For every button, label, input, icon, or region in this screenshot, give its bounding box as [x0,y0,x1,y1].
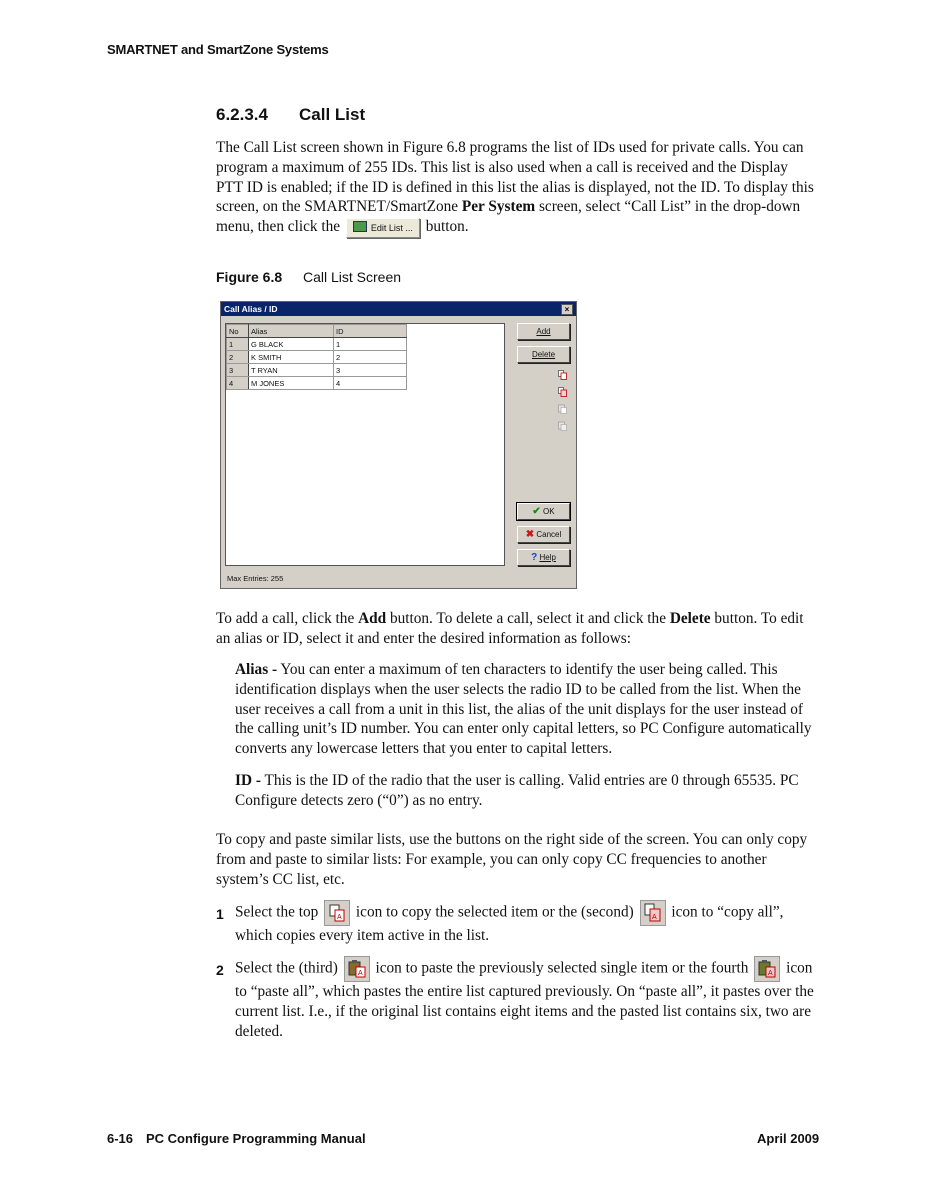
copy-icon[interactable] [558,370,567,380]
step-1-text: Select the top A icon to copy the selected item or the (second) A icon to “copy all”, which copies every item active in the list. [235,900,817,946]
x-icon: ✖ [525,529,535,540]
svg-text:A: A [768,970,773,977]
step-number: 1 [216,906,224,922]
step-2-text: Select the (third) A icon to paste the previously selected single item or the fourth A icon to “paste all”, which pastes the entire list captured previously. On “paste all”, it pastes over the current list. I.e., if the original list contains eight items and the pasted list contains six, two are deleted. [235,956,817,1041]
alias-cell[interactable]: M JONES [249,377,334,390]
running-header: SMARTNET and SmartZone Systems [107,42,329,57]
id-definition: ID - This is the ID of the radio that the user is calling. Valid entries are 0 through 65535. PC Configure detects zero (“0”) as no entry. [235,772,799,809]
dialog-title: Call Alias / ID [224,304,278,314]
copy-icon [324,900,350,926]
alias-cell[interactable]: T RYAN [249,364,334,377]
help-button[interactable] [517,549,570,566]
svg-text:A: A [357,970,363,977]
add-delete-paragraph: To add a call, click the Add button. To delete a call, select it and click the Delete button. To edit an alias or ID, select it and enter the desired information as follows: [216,610,804,647]
dialog-titlebar [221,302,576,316]
table-row[interactable] [227,351,407,364]
id-cell[interactable]: 1 [334,338,407,351]
row-number: 1 [227,338,249,351]
edit-list-button: Edit List ... [346,218,420,238]
call-list-grid[interactable] [225,323,505,566]
row-number: 4 [227,377,249,390]
call-alias-dialog [220,301,577,589]
footer-date: April 2009 [757,1131,820,1146]
help-button-label: Help [539,553,556,562]
paste-icon [344,956,370,982]
paste-icon[interactable] [558,404,567,414]
section-number: 6.2.3.4 [216,105,268,124]
cancel-button-label: Cancel [536,530,562,539]
delete-button-label: Delete [531,350,556,359]
id-cell[interactable]: 4 [334,377,407,390]
column-header-no: No [227,325,249,338]
figure-label: Figure 6.8 [216,269,283,285]
svg-text:A: A [651,914,657,921]
table-row[interactable] [227,377,407,390]
alias-cell[interactable]: G BLACK [249,338,334,351]
id-cell[interactable]: 3 [334,364,407,377]
add-button[interactable] [517,323,570,340]
max-entries-label: Max Entries: 255 [227,574,284,583]
row-number: 3 [227,364,249,377]
alias-definition: Alias - You can enter a maximum of ten characters to identify the user being called. This identification displays when the user selects the radio ID to be called from the list. When the user receives a call from a unit in this list, the alias of the unit displays for the user instead of the calling unit’s ID number. You can enter only capital letters, so PC Configure automatically converts any lowercase letters that you enter to capital letters. [235,661,812,758]
table-row[interactable] [227,364,407,377]
figure-title: Call List Screen [303,269,402,285]
cancel-button[interactable] [517,526,570,543]
alias-cell[interactable]: K SMITH [249,351,334,364]
call-list-table [226,324,407,390]
row-number: 2 [227,351,249,364]
delete-button[interactable] [517,346,570,363]
question-icon: ? [531,552,538,563]
check-icon: ✔ [532,506,541,517]
ok-button[interactable] [517,503,570,520]
copy-all-icon [640,900,666,926]
column-header-alias: Alias [249,325,334,338]
list-icon [353,221,367,232]
copy-paste-paragraph: To copy and paste similar lists, use the buttons on the right side of the screen. You can only copy from and paste to similar lists: For example, you can only copy CC frequencies to another system’s CC list, etc. [216,831,808,888]
table-row[interactable] [227,338,407,351]
copy-all-icon[interactable] [558,387,567,397]
footer-page-number: 6-16 [107,1131,134,1146]
intro-paragraph: The Call List screen shown in Figure 6.8 programs the list of IDs used for private calls. You can program a maximum of 255 IDs. This list is also used when a call is received and the Display PTT ID is enabled; if the ID is defined in this list the alias is displayed, not the ID. To display this screen, on the SMARTNET/SmartZone Per System screen, select “Call List” in the drop-down menu, then click the Edit List ... button. [216,138,816,238]
footer-manual-title: PC Configure Programming Manual [146,1131,366,1146]
svg-text:A: A [337,914,342,921]
add-button-label: Add [536,327,551,336]
step-number: 2 [216,962,224,978]
column-header-id: ID [334,325,407,338]
paste-all-icon[interactable] [558,421,567,431]
id-cell[interactable]: 2 [334,351,407,364]
paste-all-icon [754,956,780,982]
table-header-row [227,325,407,338]
ok-button-label: OK [543,507,555,516]
close-icon[interactable]: × [561,304,573,315]
section-title: Call List [299,105,366,124]
